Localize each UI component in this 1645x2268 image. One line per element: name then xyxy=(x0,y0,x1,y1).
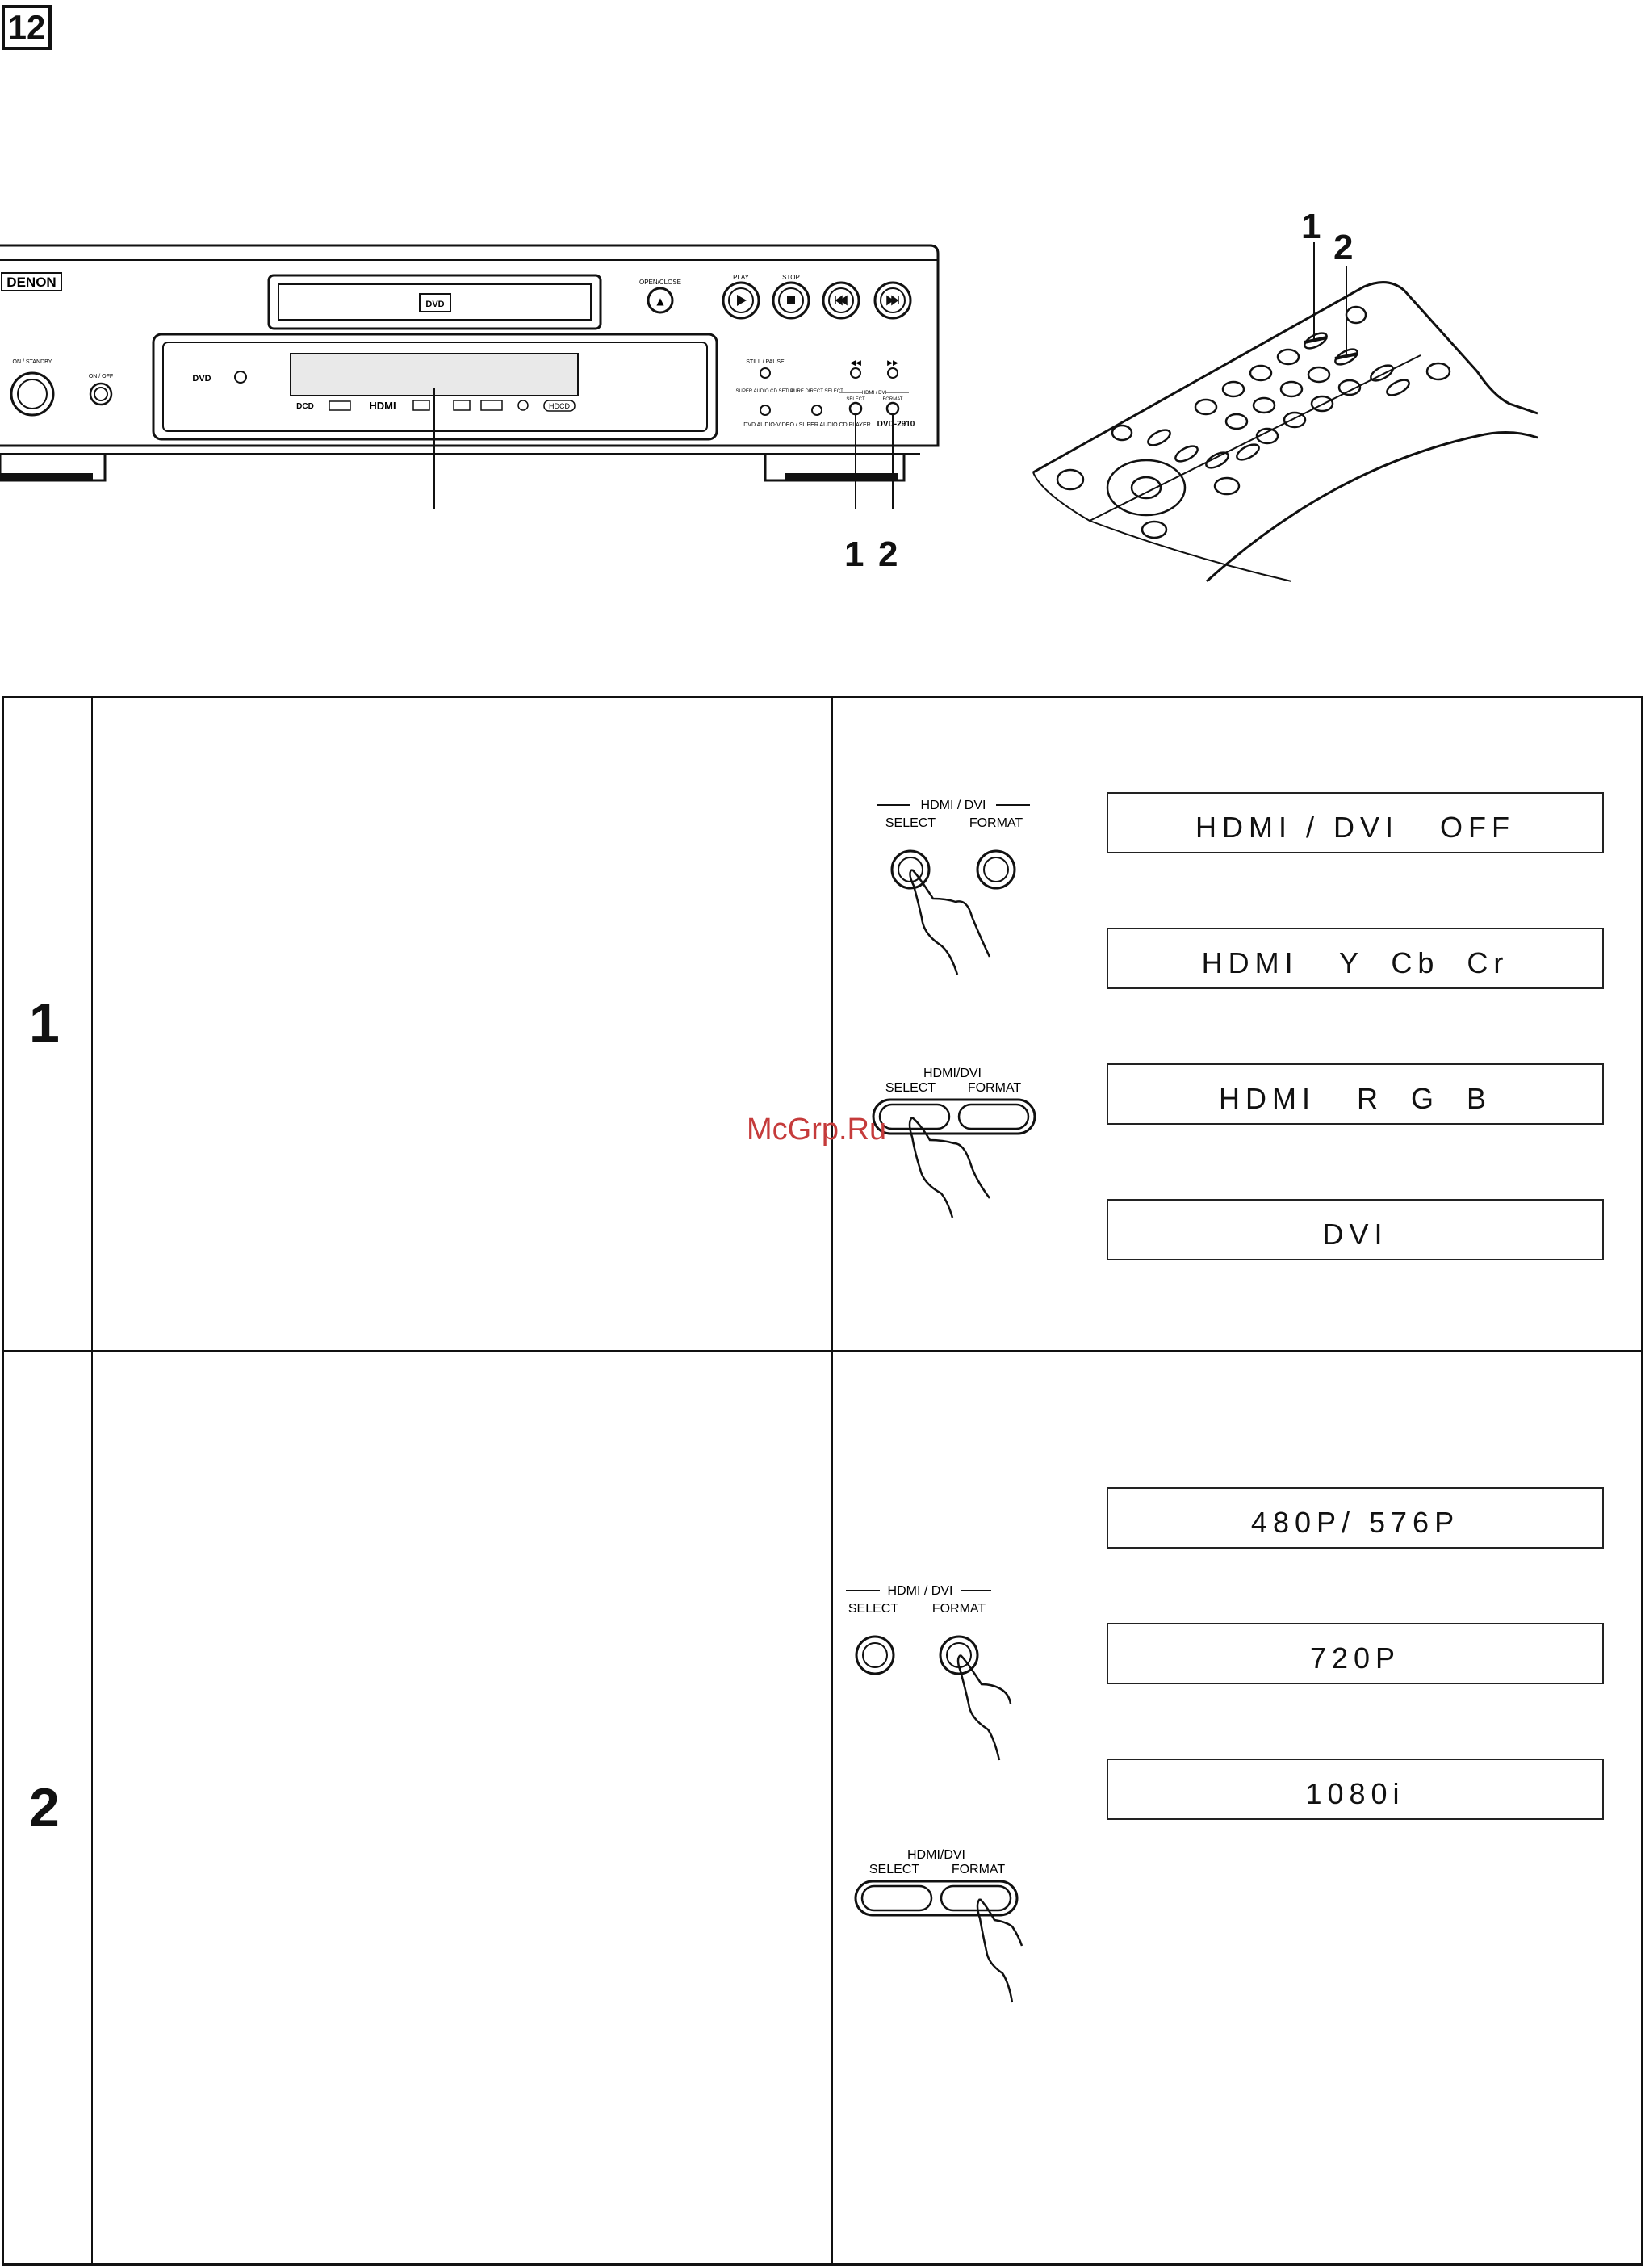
step-1-number: 1 xyxy=(29,992,60,1054)
callout-remote-1: 1 xyxy=(1301,207,1321,246)
step-2-display-480p-576p: 480P/ 576P xyxy=(1107,1487,1604,1549)
callout-panel-1: 1 xyxy=(844,535,864,574)
panel-hdmi-select-button[interactable] xyxy=(850,403,861,414)
svg-text:DVD-2910: DVD-2910 xyxy=(877,420,915,429)
svg-text:FORMAT: FORMAT xyxy=(969,816,1023,830)
on-off-button[interactable] xyxy=(90,384,111,405)
svg-text:ON / OFF: ON / OFF xyxy=(88,374,114,379)
skip-forward-button[interactable] xyxy=(875,283,910,318)
svg-text:SELECT: SELECT xyxy=(848,1602,899,1616)
step-2-remote-buttons xyxy=(848,1841,1025,2006)
brand-logo: DENON xyxy=(6,275,57,290)
svg-text:SUPER AUDIO CD SETUP: SUPER AUDIO CD SETUP xyxy=(735,389,795,394)
svg-text:SELECT: SELECT xyxy=(885,816,936,830)
step-2-select-button xyxy=(856,1637,894,1674)
panel-hdmi-format-button[interactable] xyxy=(887,403,898,414)
svg-text:FORMAT: FORMAT xyxy=(967,1081,1022,1095)
remote-control-illustration xyxy=(1025,202,1542,589)
step-2-panel-buttons xyxy=(839,1581,1017,1767)
svg-text:DVD AUDIO-VIDEO / SUPER AUDIO: DVD AUDIO-VIDEO / SUPER AUDIO CD PLAYER xyxy=(743,422,871,428)
svg-text:FORMAT: FORMAT xyxy=(882,397,903,402)
svg-text:OPEN/CLOSE: OPEN/CLOSE xyxy=(638,279,682,286)
step-1-display-hdmi-ycbcr: HDMI Y Cb Cr xyxy=(1107,928,1604,989)
svg-text:SELECT: SELECT xyxy=(846,397,865,402)
power-button[interactable] xyxy=(11,373,53,415)
svg-text:FORMAT: FORMAT xyxy=(931,1602,986,1616)
step-2-remote-select-button xyxy=(862,1886,931,1910)
svg-text:PURE DIRECT SELECT: PURE DIRECT SELECT xyxy=(790,389,843,394)
skip-back-button[interactable] xyxy=(823,283,859,318)
dvd-player-illustration xyxy=(0,234,944,509)
step-1-remote-format-button xyxy=(959,1105,1028,1129)
svg-text:FORMAT: FORMAT xyxy=(951,1863,1006,1876)
svg-text:STILL / PAUSE: STILL / PAUSE xyxy=(746,359,785,365)
svg-text:▲: ▲ xyxy=(656,296,664,307)
svg-text:HDMI / DVI: HDMI / DVI xyxy=(920,799,986,812)
step-1-display-hdmi-dvi-off: HDMI / DVI OFF xyxy=(1107,792,1604,853)
step-1-panel-buttons xyxy=(872,795,1041,977)
step-1-format-button xyxy=(977,851,1015,888)
callout-remote-2: 2 xyxy=(1333,228,1354,267)
still-pause-button[interactable] xyxy=(760,368,770,378)
stop-button[interactable] xyxy=(773,283,809,318)
svg-text:HDMI / DVI: HDMI / DVI xyxy=(861,391,887,396)
step-2-display-720p: 720P xyxy=(1107,1623,1604,1684)
svg-text:SELECT: SELECT xyxy=(885,1081,936,1095)
step-1-display-dvi: DVI xyxy=(1107,1199,1604,1260)
svg-text:DCD: DCD xyxy=(296,402,314,411)
svg-text:◀◀: ◀◀ xyxy=(850,359,861,367)
dvd-badge: DVD xyxy=(425,300,445,309)
pointing-hand-icon xyxy=(958,1655,1011,1760)
step-2-number: 2 xyxy=(29,1777,60,1838)
svg-text:HDCD: HDCD xyxy=(549,402,570,410)
svg-text:PLAY: PLAY xyxy=(733,274,749,281)
step-1-display-hdmi-rgb: HDMI R G B xyxy=(1107,1063,1604,1125)
svg-text:DVD: DVD xyxy=(192,374,211,384)
svg-text:HDMI: HDMI xyxy=(369,400,396,412)
svg-text:SELECT: SELECT xyxy=(869,1863,920,1876)
watermark: McGrp.Ru xyxy=(747,1113,887,1147)
svg-text:▶▶: ▶▶ xyxy=(887,359,898,367)
svg-text:HDMI/DVI: HDMI/DVI xyxy=(907,1848,965,1862)
step-2-remote-format-button[interactable] xyxy=(941,1886,1011,1910)
svg-text:STOP: STOP xyxy=(782,274,800,281)
play-button[interactable] xyxy=(723,283,759,318)
step-1-remote-select-button[interactable] xyxy=(880,1105,949,1129)
svg-text:ON / STANDBY: ON / STANDBY xyxy=(12,359,52,365)
callout-panel-2: 2 xyxy=(878,535,898,574)
page-number: 12 xyxy=(2,5,52,50)
step-1-remote-buttons xyxy=(864,1059,1041,1221)
step-2-display-1080i: 1080i xyxy=(1107,1759,1604,1820)
svg-text:HDMI/DVI: HDMI/DVI xyxy=(923,1067,982,1080)
svg-text:HDMI / DVI: HDMI / DVI xyxy=(887,1584,953,1598)
